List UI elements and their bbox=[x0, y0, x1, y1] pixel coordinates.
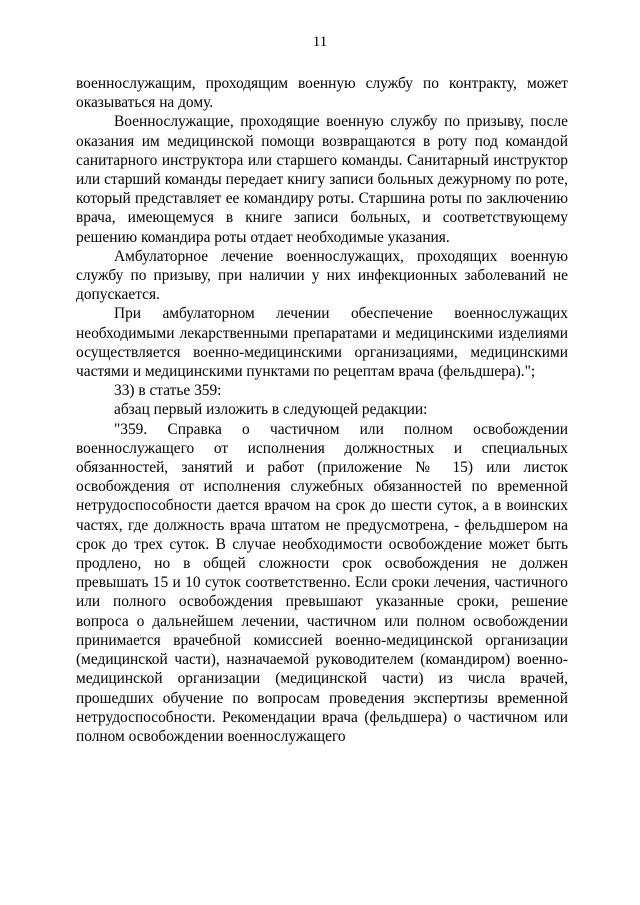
paragraph-article-359: "359. Справка о частичном или полном освобождении военнослужащего от исполнения должностных и специальных обязанностей, занятий и работ (приложение № 15) или листок освобождения от исполнения служебных обязанностей по временной нетрудоспособности дается врачом на срок до шести суток, а в воинских частях, где должность врача штатом не предусмотрена, - фельдшером на срок до трех суток. В случае необходимости освобождение может быть продлено, но в общей сложности срок освобождения не должен превышать 15 и 10 суток соответственно. Если сроки лечения, частичного или полного освобождения превышают указанные сроки, решение вопроса о дальнейшем лечении, частичном или полном освобождении принимается врачебной комиссией военно-медицинской организации (медицинской части), назначаемой руководителем (командиром) военно-медицинской организации (медицинской части) из числа врачей, прошедших обучение по вопросам проведения экспертизы временной нетрудоспособности. Рекомендации врача (фельдшера) о частичном или полном освобождении военнослужащего bbox=[76, 420, 568, 745]
paragraph-conscripts-return: Военнослужащие, проходящие военную службу по призыву, после оказания им медицинской помощи возвращаются в роту под командой санитарного инструктора или старшего команды. Санитарный инструктор или старший команды передает книгу записи больных дежурному по роте, который представляет ее командиру роты. Старшина роты по заключению врача, имеющемуся в книге записи больных, и соответствующему решению командира роты отдает необходимые указания. bbox=[76, 113, 568, 246]
paragraph-item-33: 33) в статье 359: bbox=[114, 382, 222, 400]
paragraph-outpatient-supply: При амбулаторном лечении обеспечение военнослужащих необходимыми лекарственными препаратами и медицинскими изделиями осуществляется военно-медицинскими организациями, медицинскими частями и медицинскими пунктами по рецептам врача (фельдшера)."; bbox=[76, 305, 568, 381]
document-body bbox=[76, 74, 568, 746]
paragraph-outpatient-infectious: Амбулаторное лечение военнослужащих, проходящих военную службу по призыву, при наличии у них инфекционных заболеваний не допускается. bbox=[76, 247, 568, 304]
paragraph-continuation: военнослужащим, проходящим военную службу по контракту, может оказываться на дому. bbox=[76, 75, 568, 112]
page-number: 11 bbox=[312, 34, 328, 50]
paragraph-amendment-intro: абзац первый изложить в следующей редакции: bbox=[114, 401, 428, 419]
